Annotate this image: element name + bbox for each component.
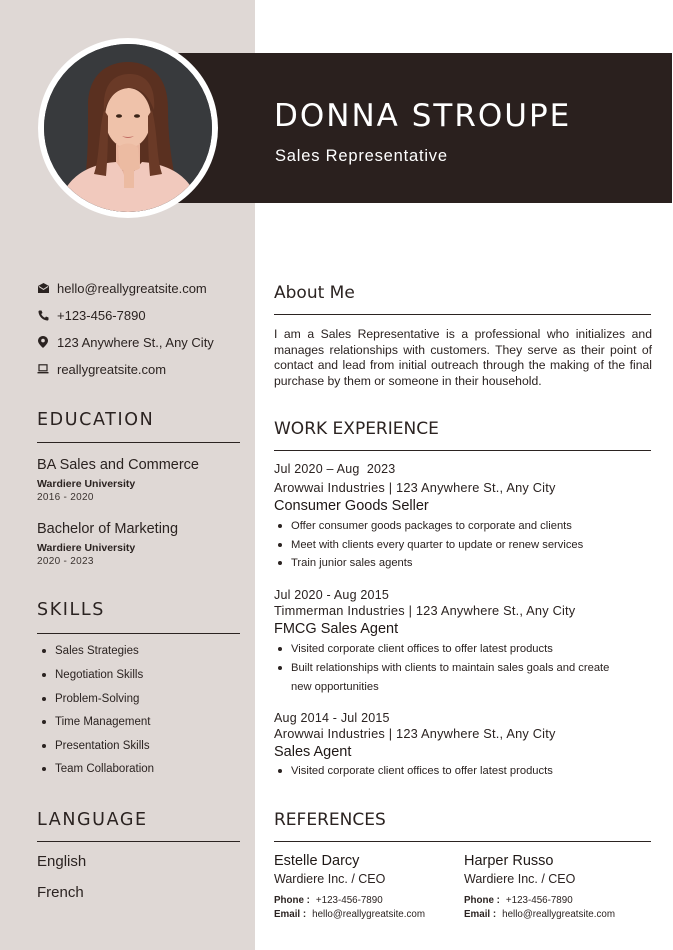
candidate-role: Sales Representative xyxy=(275,147,448,165)
language-heading: LANGUAGE xyxy=(37,810,148,830)
job-duty-text: Visited corporate client offices to offer latest products xyxy=(291,765,553,777)
laptop-icon xyxy=(37,363,49,375)
reference-name: Harper Russo xyxy=(464,853,554,869)
education-years: 2020 - 2023 xyxy=(37,556,94,567)
job-company: Arowwai Industries | 123 Anywhere St., Any City xyxy=(274,726,556,741)
work-experience-heading: WORK EXPERIENCE xyxy=(274,419,439,439)
contact-phone-text: +123-456-7890 xyxy=(57,307,146,323)
email-label: Email : xyxy=(464,909,497,920)
divider xyxy=(37,442,240,443)
job-duty-text: Built relationships with clients to maintain sales goals and create xyxy=(291,662,610,674)
skill-label: Negotiation Skills xyxy=(55,669,144,681)
phone-label: Phone : xyxy=(464,895,500,906)
bullet-icon xyxy=(278,524,282,528)
envelope-icon xyxy=(37,282,49,294)
job-duty xyxy=(278,662,609,674)
skill-label: Problem-Solving xyxy=(55,693,140,705)
job-dates: Jul 2020 - Aug 2015 xyxy=(274,588,389,602)
bullet-icon xyxy=(42,744,46,748)
bullet-icon xyxy=(278,543,282,547)
job-duty-text: Meet with clients every quarter to update or renew services xyxy=(291,539,584,551)
references-heading: REFERENCES xyxy=(274,810,386,830)
divider xyxy=(37,633,240,634)
contact-address xyxy=(37,333,214,351)
contact-website[interactable] xyxy=(37,360,166,378)
job-title: FMCG Sales Agent xyxy=(274,621,399,637)
bullet-icon xyxy=(42,697,46,701)
reference-phone xyxy=(274,895,383,906)
bullet-icon xyxy=(42,720,46,724)
phone-icon xyxy=(37,309,49,321)
job-duty-text: Visited corporate client offices to offer latest products xyxy=(291,643,553,655)
portrait-illustration xyxy=(44,44,212,212)
skill-item xyxy=(42,740,150,752)
language-item: French xyxy=(37,884,84,901)
about-text: I am a Sales Representative is a professional who initializes and manages relationships with customers. They serve as their point of contact and lead from initial outreach through the making of the final purchase by them or someone in their household. xyxy=(274,327,652,388)
bullet-icon xyxy=(42,673,46,677)
divider xyxy=(274,450,651,451)
education-heading: EDUCATION xyxy=(37,410,155,430)
divider xyxy=(274,314,651,315)
location-pin-icon xyxy=(37,336,49,348)
job-duty xyxy=(278,539,583,551)
job-dates: Jul 2020 – Aug 2023 xyxy=(274,462,396,476)
bullet-icon xyxy=(278,647,282,651)
job-duty-text: Train junior sales agents xyxy=(291,557,413,569)
skill-label: Time Management xyxy=(55,716,151,728)
reference-org: Wardiere Inc. / CEO xyxy=(274,872,386,886)
skill-item xyxy=(42,669,143,681)
contact-address-text: 123 Anywhere St., Any City xyxy=(57,334,214,350)
job-duty xyxy=(278,765,553,777)
contact-email-text: hello@reallygreatsite.com xyxy=(57,280,207,296)
education-school: Wardiere University xyxy=(37,478,136,490)
education-degree: Bachelor of Marketing xyxy=(37,521,179,537)
job-title: Consumer Goods Seller xyxy=(274,498,429,514)
contact-website-text: reallygreatsite.com xyxy=(57,361,167,377)
skill-label: Team Collaboration xyxy=(55,763,155,775)
job-dates: Aug 2014 - Jul 2015 xyxy=(274,711,390,725)
reference-phone-value: +123-456-7890 xyxy=(315,895,383,906)
skill-item xyxy=(42,763,154,775)
contact-email[interactable] xyxy=(37,279,207,297)
skill-item xyxy=(42,645,139,657)
contact-phone[interactable] xyxy=(37,306,146,324)
job-duty xyxy=(278,557,412,569)
reference-email[interactable] xyxy=(274,909,425,920)
skills-heading: SKILLS xyxy=(37,600,105,620)
bullet-icon xyxy=(278,666,282,670)
skill-item xyxy=(42,693,139,705)
job-duty xyxy=(278,643,553,655)
education-degree: BA Sales and Commerce xyxy=(37,457,199,473)
skill-label: Sales Strategies xyxy=(55,645,139,657)
candidate-name: DONNA STROUPE xyxy=(274,98,572,134)
reference-phone xyxy=(464,895,573,906)
job-duty xyxy=(278,520,572,532)
job-title: Sales Agent xyxy=(274,744,352,760)
education-school: Wardiere University xyxy=(37,542,136,554)
reference-email-value: hello@reallygreatsite.com xyxy=(502,909,615,920)
reference-email-value: hello@reallygreatsite.com xyxy=(312,909,425,920)
job-company: Arowwai Industries | 123 Anywhere St., Any City xyxy=(274,480,556,495)
bullet-icon xyxy=(278,769,282,773)
about-heading: About Me xyxy=(274,283,355,303)
bullet-icon xyxy=(42,767,46,771)
reference-phone-value: +123-456-7890 xyxy=(505,895,573,906)
profile-photo xyxy=(44,44,212,212)
reference-email[interactable] xyxy=(464,909,615,920)
skill-item xyxy=(42,716,150,728)
job-company: Timmerman Industries | 123 Anywhere St., Any City xyxy=(274,603,576,618)
education-years: 2016 - 2020 xyxy=(37,492,94,503)
divider xyxy=(37,841,240,842)
skill-label: Presentation Skills xyxy=(55,740,150,752)
job-duty-continuation: new opportunities xyxy=(291,681,379,693)
phone-label: Phone : xyxy=(274,895,310,906)
bullet-icon xyxy=(42,649,46,653)
language-item: English xyxy=(37,853,87,870)
reference-name: Estelle Darcy xyxy=(274,853,360,869)
email-label: Email : xyxy=(274,909,307,920)
reference-org: Wardiere Inc. / CEO xyxy=(464,872,576,886)
bullet-icon xyxy=(278,561,282,565)
divider xyxy=(274,841,651,842)
job-duty-text: Offer consumer goods packages to corporate and clients xyxy=(291,520,572,532)
